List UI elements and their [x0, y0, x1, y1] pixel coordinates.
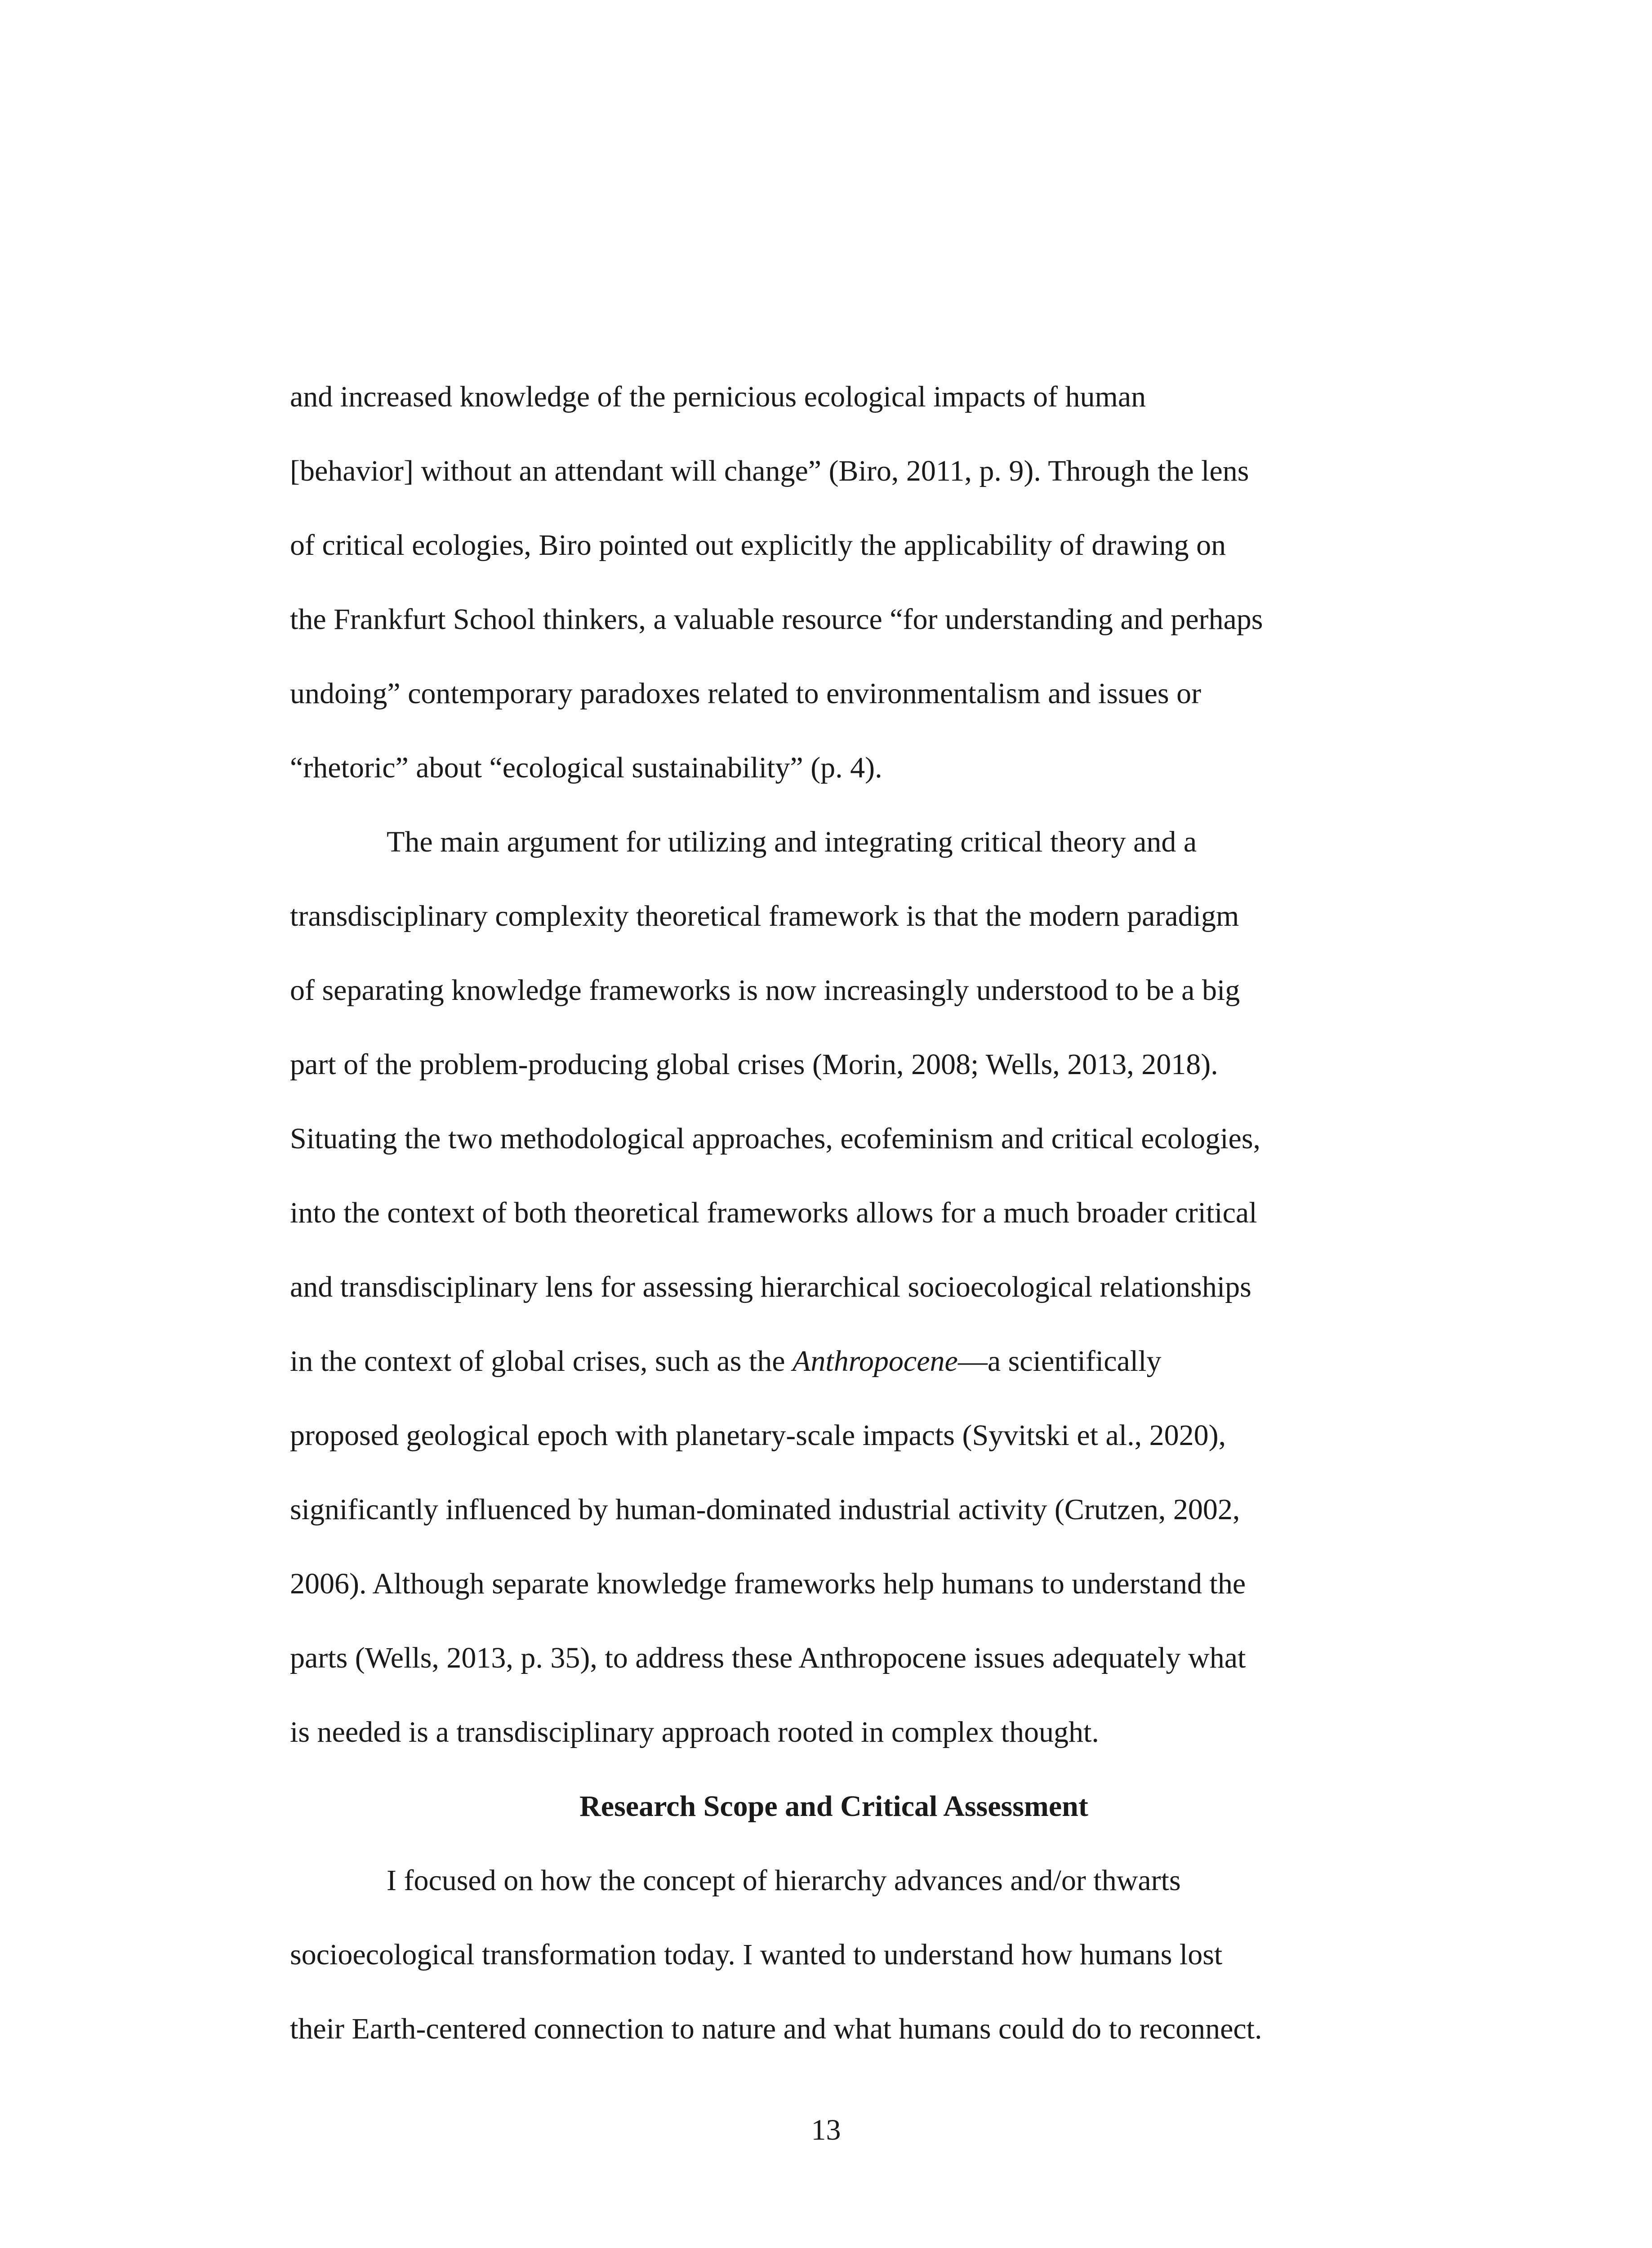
text-segment: in the context of global crises, such as the: [290, 1345, 793, 1378]
text-line: Situating the two methodological approaches, ecofeminism and critical ecologies,: [290, 1122, 1261, 1155]
text-line: of critical ecologies, Biro pointed out explicitly the applicability of drawing on: [290, 529, 1226, 562]
text-line: part of the problem-producing global crises (Morin, 2008; Wells, 2013, 2018).: [290, 1048, 1218, 1081]
text-line: the Frankfurt School thinkers, a valuable resource “for understanding and perhaps: [290, 603, 1263, 636]
text-line: into the context of both theoretical frameworks allows for a much broader critical: [290, 1196, 1257, 1229]
italic-term: Anthropocene: [793, 1345, 958, 1378]
text-line: 2006). Although separate knowledge frameworks help humans to understand the: [290, 1567, 1246, 1600]
text-line: I focused on how the concept of hierarchy advances and/or thwarts: [387, 1864, 1181, 1897]
page-number: 13: [811, 2114, 841, 2146]
text-line: is needed is a transdisciplinary approach rooted in complex thought.: [290, 1716, 1099, 1748]
body-text: [290, 360, 1378, 2066]
text-line: of separating knowledge frameworks is now increasingly understood to be a big: [290, 974, 1240, 1007]
text-line: their Earth-centered connection to nature and what humans could do to reconnect.: [290, 2012, 1262, 2045]
text-line: socioecological transformation today. I wanted to understand how humans lost: [290, 1938, 1223, 1971]
text-line: and increased knowledge of the pernicious ecological impacts of human: [290, 380, 1146, 413]
text-line: significantly influenced by human-dominated industrial activity (Crutzen, 2002,: [290, 1493, 1240, 1526]
text-line: proposed geological epoch with planetary-scale impacts (Syvitski et al., 2020),: [290, 1419, 1226, 1452]
text-line: “rhetoric” about “ecological sustainability” (p. 4).: [290, 751, 882, 784]
text-line: transdisciplinary complexity theoretical framework is that the modern paradigm: [290, 900, 1239, 932]
text-line: The main argument for utilizing and integrating critical theory and a: [387, 825, 1197, 858]
text-line: and transdisciplinary lens for assessing hierarchical socioecological relationships: [290, 1271, 1251, 1303]
section-heading: Research Scope and Critical Assessment: [579, 1790, 1088, 1823]
text-segment: —a scientifically: [957, 1345, 1162, 1378]
text-line-with-italic: [290, 1324, 1378, 1398]
text-line: undoing” contemporary paradoxes related to environmentalism and issues or: [290, 677, 1202, 710]
text-line: parts (Wells, 2013, p. 35), to address these Anthropocene issues adequately what: [290, 1641, 1246, 1674]
text-line: [behavior] without an attendant will change” (Biro, 2011, p. 9). Through the lens: [290, 455, 1249, 487]
